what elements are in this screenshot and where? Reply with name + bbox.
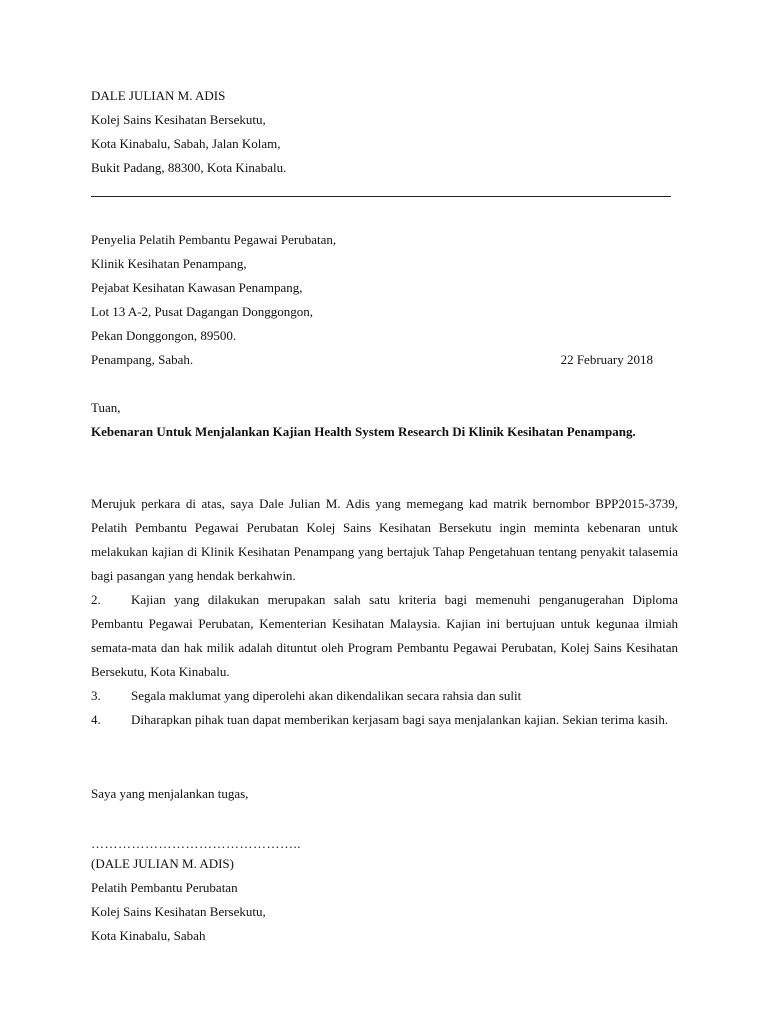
recipient-line1: Penyelia Pelatih Pembantu Pegawai Perubatan, xyxy=(91,232,337,247)
body-paragraph-2 xyxy=(91,588,678,684)
signatory-organization: Kolej Sains Kesihatan Bersekutu, xyxy=(91,904,266,919)
paragraph-number: 3. xyxy=(91,688,101,703)
sender-address-line3: Bukit Padang, 88300, Kota Kinabalu. xyxy=(91,160,287,175)
paragraph-text: Segala maklumat yang diperolehi akan dikendalikan secara rahsia dan sulit xyxy=(131,688,522,703)
body-paragraph-3 xyxy=(91,684,678,708)
signature-line: ……………………………………….. xyxy=(91,836,301,851)
paragraph-text: Diharapkan pihak tuan dapat memberikan kerjasam bagi saya menjalankan kajian. Sekian terima kasih. xyxy=(131,712,669,727)
body-paragraph-4 xyxy=(91,708,678,732)
sender-address-line1: Kolej Sains Kesihatan Bersekutu, xyxy=(91,112,266,127)
paragraph-text: Kajian yang dilakukan merupakan salah satu kriteria bagi memenuhi penganugerahan Diploma Pembantu Pegawai Perubatan, Kementerian Kesihatan Malaysia. Kajian ini bertujuan untuk kegunaa ilmiah semata-mata dan hak milik adalah dituntut oleh Program Pembantu Pegawai Perubatan, Kolej Sains Kesihatan Bersekutu, Kota Kinabalu. xyxy=(91,592,678,679)
signatory-name: (DALE JULIAN M. ADIS) xyxy=(91,856,234,871)
recipient-line5: Pekan Donggongon, 89500. xyxy=(91,328,237,343)
signatory-title: Pelatih Pembantu Perubatan xyxy=(91,880,238,895)
recipient-line3: Pejabat Kesihatan Kawasan Penampang, xyxy=(91,280,303,295)
paragraph-number: 2. xyxy=(91,592,101,607)
header-divider xyxy=(91,196,671,197)
letter-subject: Kebenaran Untuk Menjalankan Kajian Health System Research Di Klinik Kesihatan Penampang. xyxy=(91,424,636,439)
body-paragraph-1: Merujuk perkara di atas, saya Dale Julian M. Adis yang memegang kad matrik bernombor BPP2015-3739, Pelatih Pembantu Pegawai Perubatan Kolej Sains Kesihatan Bersekutu ingin meminta kebenaran untuk melakukan kajian di Klinik Kesihatan Penampang yang bertajuk Tahap Pengetahuan tentang penyakit talasemia bagi pasangan yang hendak berkahwin. xyxy=(91,496,678,583)
recipient-line4: Lot 13 A-2, Pusat Dagangan Donggongon, xyxy=(91,304,314,319)
paragraph-number: 4. xyxy=(91,712,101,727)
letter-date: 22 February 2018 xyxy=(560,352,653,367)
salutation: Tuan, xyxy=(91,400,121,415)
sender-name: DALE JULIAN M. ADIS xyxy=(91,88,226,103)
closing-line: Saya yang menjalankan tugas, xyxy=(91,786,249,801)
signatory-city: Kota Kinabalu, Sabah xyxy=(91,928,206,943)
sender-address-line2: Kota Kinabalu, Sabah, Jalan Kolam, xyxy=(91,136,281,151)
recipient-line2: Klinik Kesihatan Penampang, xyxy=(91,256,247,271)
recipient-line6: Penampang, Sabah. xyxy=(91,352,194,367)
